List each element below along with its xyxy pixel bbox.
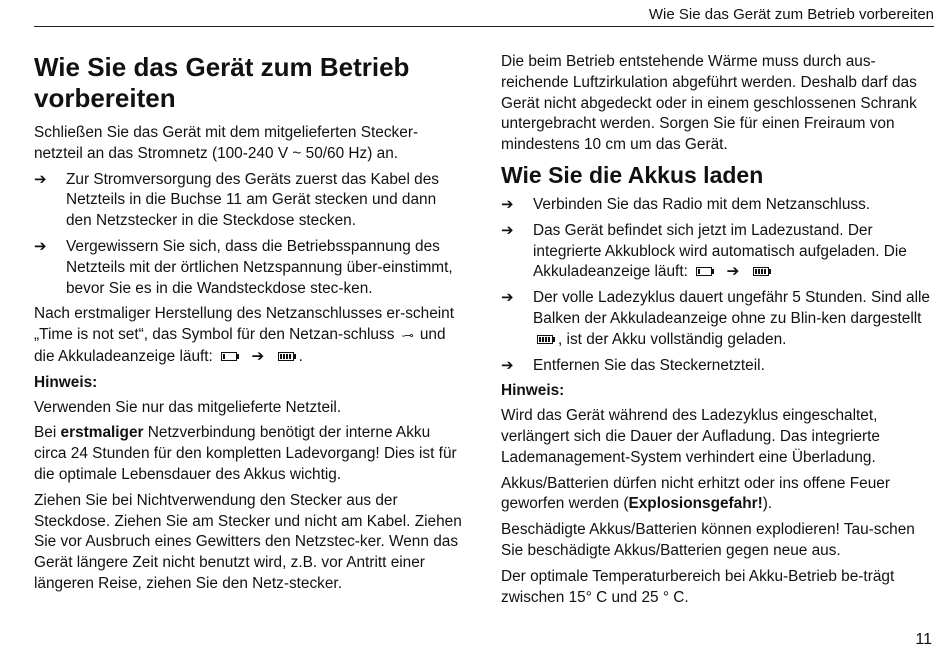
bullet-text: Vergewissern Sie sich, dass die Betriebsspannung des Netzteils mit der örtlichen Netzspannung über-einstimmt, bevor Sie es in die Wandsteckdose stec-ken. bbox=[66, 237, 453, 297]
list-item bbox=[501, 221, 931, 283]
list-item bbox=[34, 170, 466, 232]
bullet-text: Der volle Ladezyklus dauert ungefähr 5 Stunden. Sind alle Balken der Akkuladeanzeige ohne zu Blin-ken dargestellt bbox=[533, 289, 930, 327]
after-connect-text-2: und die Akkuladeanzeige läuft: bbox=[34, 326, 446, 365]
bullet-text-end: , ist der Akku vollständig geladen. bbox=[558, 330, 787, 348]
heat-paragraph: Die beim Betrieb entstehende Wärme muss durch aus-reichende Luftzirkulation abgeführt werden. Deshalb darf das Gerät nicht abgedeckt oder in einem geschlossenen Schrank untergebracht werden. Sorgen Sie für einen Freiraum von mindestens 10 cm um das Gerät. bbox=[501, 53, 917, 154]
arrow-right-icon: ➔ bbox=[501, 221, 514, 239]
temperature-paragraph: Der optimale Temperaturbereich bei Akku-Betrieb be-trägt zwischen 15° C und 25 ° C. bbox=[501, 567, 895, 606]
note-text: Verwenden Sie nur das mitgelieferte Netzteil. bbox=[34, 398, 342, 416]
section-title-prepare: Wie Sie das Gerät zum Betrieb vorbereiten bbox=[34, 52, 410, 113]
bullet-text: Zur Stromversorgung des Geräts zuerst das Kabel des Netzteils in die Buchse 11 am Gerät stecken und dann den Netzstecker in die Steckdose stecken. bbox=[66, 170, 439, 230]
bullet-text: Entfernen Sie das Steckernetzteil. bbox=[533, 356, 765, 374]
battery-full-icon bbox=[537, 335, 553, 344]
right-column bbox=[501, 52, 931, 613]
after-connect-text: Nach erstmaliger Herstellung des Netzanschlusses er-scheint „Time is not set“, das Symbol für den Netzan-schluss bbox=[34, 305, 455, 344]
bullet-text: Das Gerät befindet sich jetzt im Ladezustand. Der integrierte Akkublock wird automatisch aufgeladen. Die Akkuladeanzeige läuft: bbox=[533, 221, 907, 281]
fire-pre: Akkus/Batterien dürfen nicht erhitzt oder ins offene Feuer geworfen werden ( bbox=[501, 474, 890, 513]
plug-icon: -⊸ bbox=[401, 330, 413, 343]
list-item bbox=[501, 288, 931, 350]
damaged-paragraph: Beschädigte Akkus/Batterien können explodieren! Tau-schen Sie beschädigte Akkus/Batterien gegen neue aus. bbox=[501, 521, 915, 559]
arrow-right-icon: ➔ bbox=[34, 237, 47, 255]
after-connect-paragraph: Nach erstmaliger Herstellung des Netzanschlusses er-scheint „Time is not set“, das Symbol für den Netzan-schluss -⊸ und die Akkuladeanzeige läuft: ➔ . bbox=[34, 305, 455, 365]
fire-bold: Explosionsgefahr! bbox=[628, 495, 763, 513]
fire-warning-paragraph bbox=[501, 474, 931, 516]
arrow-right-icon: ➔ bbox=[34, 170, 47, 188]
intro-paragraph: Schließen Sie das Gerät mit dem mitgelieferten Stecker-netzteil an das Stromnetz (100-240 V ~ 50/60 Hz) an. bbox=[34, 124, 419, 162]
list-item bbox=[501, 195, 931, 216]
arrow-right-icon: ➔ bbox=[501, 356, 514, 374]
first-bold: erstmaliger bbox=[60, 424, 144, 442]
battery-low-icon bbox=[221, 352, 237, 361]
list-item bbox=[34, 237, 466, 299]
section-title-charge: Wie Sie die Akkus laden bbox=[501, 161, 764, 188]
left-column bbox=[34, 52, 466, 600]
battery-low-icon bbox=[696, 267, 712, 276]
first-pre: Bei bbox=[34, 424, 57, 442]
bullet-text: Verbinden Sie das Radio mit dem Netzanschluss. bbox=[533, 195, 871, 213]
arrow-right-icon: ➔ bbox=[501, 289, 514, 307]
list-item bbox=[501, 356, 931, 377]
page-number: 11 bbox=[915, 631, 932, 648]
note-label: Hinweis: bbox=[501, 382, 565, 400]
fire-post: ). bbox=[762, 495, 773, 513]
arrow-right-icon: ➔ bbox=[726, 263, 740, 281]
battery-full-icon bbox=[753, 267, 769, 276]
battery-full-icon bbox=[278, 352, 294, 361]
arrow-right-icon: ➔ bbox=[501, 195, 514, 213]
running-title: Wie Sie das Gerät zum Betrieb vorbereiten bbox=[648, 6, 934, 23]
note-text: Wird das Gerät während des Ladezyklus eingeschaltet, verlängert sich die Dauer der Aufladung. Das integrierte Lademanagement-System verhindert eine Überladung. bbox=[501, 407, 880, 466]
first-connection-paragraph bbox=[34, 423, 466, 485]
running-header bbox=[34, 6, 934, 27]
arrow-right-icon: ➔ bbox=[251, 347, 265, 365]
note-label: Hinweis: bbox=[34, 373, 98, 391]
first-post: Netzverbindung benötigt der interne Akku circa 24 Stunden für den kompletten Ladevorgang! Dies ist für die optimale Lebensdauer des Akkus wichtig. bbox=[34, 424, 457, 483]
unplug-paragraph: Ziehen Sie bei Nichtverwendung den Stecker aus der Steckdose. Ziehen Sie am Stecker und nicht am Kabel. Ziehen Sie vor Ausbruch eines Gewitters den Netzstec-ker. Wenn das Gerät längere Zeit nicht benutzt wird, z.B. vor Antritt einer längeren Reise, ziehen Sie den Netz-stecker. bbox=[34, 491, 462, 592]
